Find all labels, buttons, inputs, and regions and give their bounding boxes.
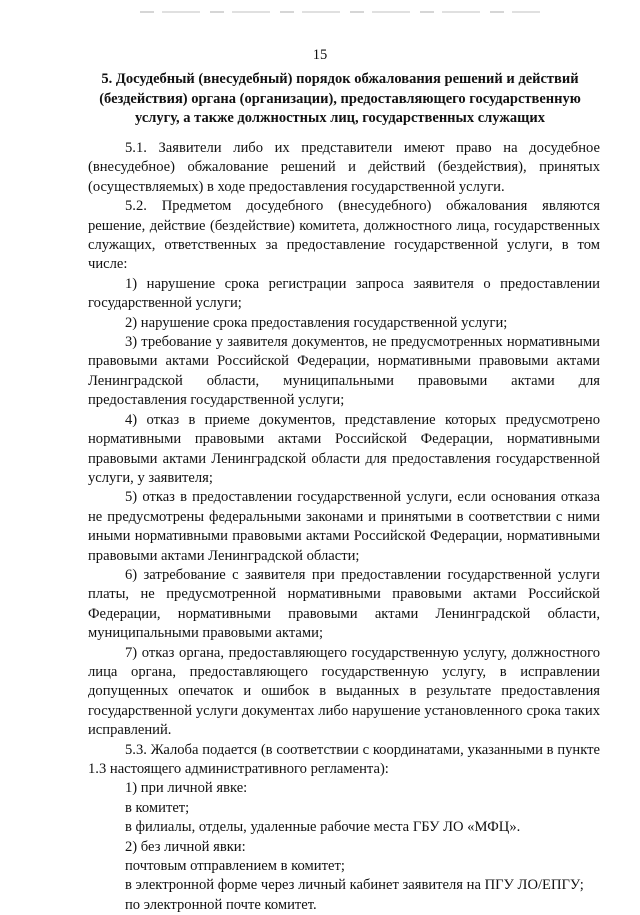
scan-artifact [140,11,540,13]
submission-line: в филиалы, отделы, удаленные рабочие места ГБУ ЛО «МФЦ». [125,819,521,836]
section-heading: 5. Досудебный (внесудебный) порядок обжалования решений и действий (бездействия) органа (организации), предоставляющего государственную услугу, а также должностных лиц, государственных служащих [99,71,581,126]
paragraph-5-2: 5.2. Предметом досудебного (внесудебного) обжалования являются решение, действие (бездействие) комитета, должностного лица, государственных служащих, ответственных за предоставление государственной услуги, в том числе: [88,198,600,273]
submission-line: 1) при личной явке: [125,780,248,797]
list-item-5: 5) отказ в предоставлении государственной услуги, если основания отказа не предусмотрены федеральными законами и принятыми в соответствии с ними иными нормативными правовыми актами Российской Федерации, нормативными правовыми актами Ленинградской области; [88,489,600,564]
submission-line: в электронной форме через личный кабинет заявителя на ПГУ ЛО/ЕПГУ; [125,877,584,894]
list-item-2: 2) нарушение срока предоставления государственной услуги; [125,314,508,331]
submission-line: в комитет; [125,799,190,816]
paragraph-5-1: 5.1. Заявители либо их представители имеют право на досудебное (внесудебное) обжалование решений и действий (бездействия), принятых (осуществляемых) в ходе предоставления государственной услуги. [88,140,600,195]
submission-line: по электронной почте комитет. [125,896,317,913]
paragraph-5-3: 5.3. Жалоба подается (в соответствии с координатами, указанными в пункте 1.3 настоящего административного регламента): [88,741,600,777]
list-item-6: 6) затребование с заявителя при предоставлении государственной услуги платы, не предусмотренной нормативными правовыми актами Российской Федерации, нормативными правовыми актами Ленинградской области, муниципальными правовыми актами; [88,566,600,642]
list-item-7: 7) отказ органа, предоставляющего государственную услугу, должностного лица органа, предоставляющего государственную услугу, в исправлении допущенных опечаток и ошибок в выданных в результате предоставления государственной услуги документах либо нарушение установленного срока таких исправлений. [88,644,600,739]
document-body [88,139,600,915]
list-item-1: 1) нарушение срока регистрации запроса заявителя о предоставлении государственной услуги; [88,275,600,312]
submission-line: почтовым отправлением в комитет; [125,858,345,875]
submission-line: 2) без личной явки: [125,838,246,855]
list-item-4: 4) отказ в приеме документов, представление которых предусмотрено нормативными правовыми актами Российской Федерации, нормативными правовыми актами Ленинградской области для предоставления государственной услуги, у заявителя; [88,411,600,486]
page-number: 15 [312,47,328,63]
list-item-3: 3) требование у заявителя документов, не предусмотренных нормативными правовыми актами Российской Федерации, нормативными правовыми актами Ленинградской области, муниципальными правовыми актами для предоставления государственной услуги; [88,334,600,409]
